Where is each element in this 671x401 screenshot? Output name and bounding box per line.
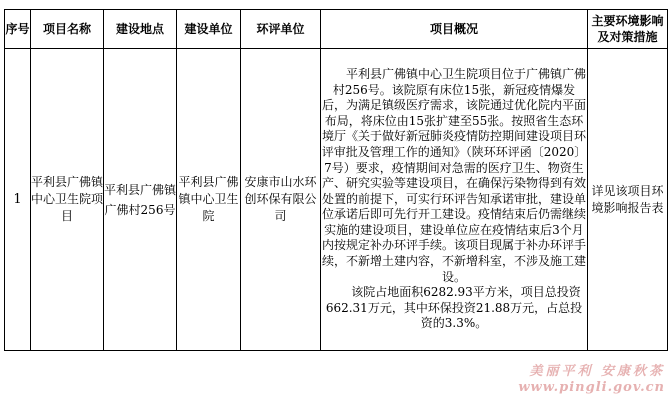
header-eia-unit: 环评单位 (241, 10, 321, 49)
header-index: 序号 (5, 10, 31, 49)
watermark-url: www.pingli.gov.cn (518, 380, 665, 395)
watermark (518, 364, 665, 395)
cell-index: 1 (5, 49, 31, 351)
cell-builder: 平利县广佛镇中心卫生院 (177, 49, 241, 351)
header-project-name: 项目名称 (31, 10, 104, 49)
project-table (4, 9, 668, 351)
header-measures: 主要环境影响及对策措施 (588, 10, 668, 49)
watermark-slogan: 美丽平利 安康秋茶 (529, 364, 665, 379)
cell-measures: 详见该项目环境影响报告表 (588, 49, 668, 351)
header-location: 建设地点 (104, 10, 177, 49)
summary-paragraph-2: 该院占地面积6282.93平方米，项目总投资662.31万元，其中环保投资21.88万元，占总投资的3.3%。 (325, 285, 583, 331)
cell-project-name: 平利县广佛镇中心卫生院项目 (31, 49, 104, 351)
header-builder: 建设单位 (177, 10, 241, 49)
cell-location: 平利县广佛镇广佛村256号 (104, 49, 177, 351)
header-row (5, 10, 668, 49)
summary-paragraph-1: 平利县广佛镇中心卫生院项目位于广佛镇广佛村256号。该院原有床位15张，新冠疫情爆发后，为满足镇级医疗需求，该院通过优化院内平面布局，将床位由15张扩建至55张。按照省生态环境厅《关于做好新冠肺炎疫情防控期间建设项目环评审批及管理工作的通知》（陕环环评函〔2020〕7号）要求，疫情期间对急需的医疗卫生、物资生产、研究实验等建设项目，在确保污染物得到有效处置的前提下，可实行环评告知承诺审批，建设单位承诺后即可先行开工建设。疫情结束后仍需继续实施的建设项目，建设单位应在疫情结束后3个月内按规定补办环评手续。该项目现属于补办环评手续，不新增土建内容，不新增科室，不涉及施工建设。 (321, 66, 587, 284)
table-row (5, 49, 668, 351)
cell-eia-unit: 安康市山水环创环保有限公司 (241, 49, 321, 351)
header-summary: 项目概况 (321, 10, 588, 49)
cell-summary (321, 49, 588, 351)
